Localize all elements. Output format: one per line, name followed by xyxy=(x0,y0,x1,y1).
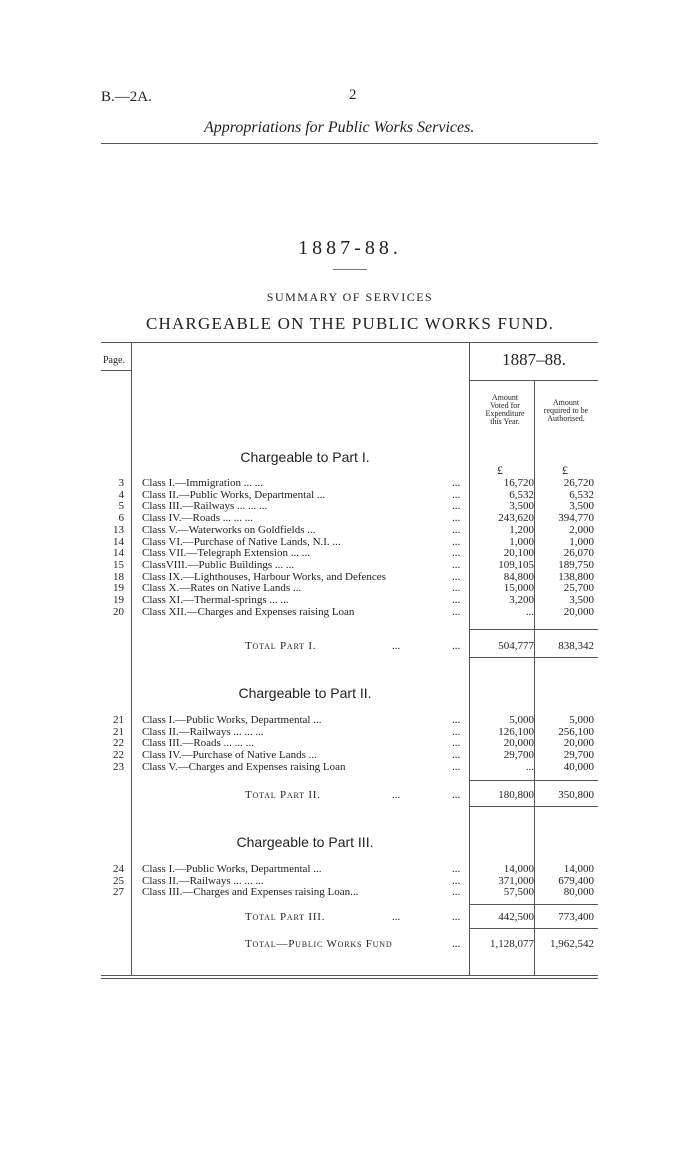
row-page: 20 xyxy=(113,605,124,618)
leader-dots: ... xyxy=(452,535,461,548)
row-amount-authorised: 25,700 xyxy=(563,582,594,595)
row-amount-authorised: 5,000 xyxy=(569,714,594,726)
row-description: Class I.—Immigration ... ... xyxy=(142,477,263,489)
amount-authorised-header-line: Amount xyxy=(552,398,580,407)
amount-column-rule-left xyxy=(469,342,470,975)
row-description: Class V.—Waterworks on Goldfields ... xyxy=(142,523,316,536)
row-description: Class IV.—Roads ... ... ... xyxy=(142,512,254,525)
table-top-rule xyxy=(101,342,598,343)
part-heading: Chargeable to Part I. xyxy=(240,449,370,465)
row-amount-voted: 20,100 xyxy=(503,547,534,560)
row-amount-voted: 5,000 xyxy=(509,714,534,726)
row-page: 25 xyxy=(113,874,124,887)
amount-voted-header-line: this Year. xyxy=(490,417,520,426)
row-page: 14 xyxy=(113,535,124,548)
row-description: Class XI.—Thermal-springs ... ... xyxy=(142,594,289,606)
grand-total-label: Total—Public Works Fund xyxy=(245,938,393,950)
leader-dots: ... xyxy=(392,911,401,923)
row-amount-voted: 14,000 xyxy=(503,863,534,875)
header-rule xyxy=(101,143,598,144)
row-amount-authorised: 256,100 xyxy=(558,725,594,738)
amount-column-rule-mid xyxy=(534,381,535,975)
row-page: 27 xyxy=(113,886,124,899)
row-description: Class II.—Railways ... ... ... xyxy=(142,874,264,887)
leader-dots: ... xyxy=(452,714,461,726)
row-amount-authorised: 1,000 xyxy=(569,535,594,548)
row-description: Class III.—Roads ... ... ... xyxy=(142,737,254,750)
row-amount-authorised: 2,000 xyxy=(569,523,594,536)
row-amount-authorised: 20,000 xyxy=(563,737,594,750)
row-description: Class II.—Public Works, Departmental ... xyxy=(142,488,326,501)
row-page: 21 xyxy=(113,714,124,726)
row-amount-voted: 6,532 xyxy=(509,488,534,501)
total-authorised: 838,342 xyxy=(558,640,594,652)
amount-voted-header-line: Amount xyxy=(491,393,519,402)
leader-dots: ... xyxy=(452,605,461,618)
row-description: Class III.—Railways ... ... ... xyxy=(142,500,268,513)
total-rule xyxy=(469,928,598,929)
total-rule xyxy=(469,657,598,658)
row-amount-voted: 1,200 xyxy=(509,523,534,536)
row-page: 13 xyxy=(113,523,124,536)
row-amount-voted: 3,500 xyxy=(509,500,534,513)
row-amount-authorised: 3,500 xyxy=(569,594,594,606)
part-heading: Chargeable to Part II. xyxy=(238,685,372,701)
row-page: 15 xyxy=(113,558,124,571)
row-page: 3 xyxy=(118,477,124,489)
row-amount-voted: 243,620 xyxy=(498,512,534,525)
subtotal-rule xyxy=(469,780,598,781)
row-page: 4 xyxy=(118,488,124,501)
part-heading: Chargeable to Part III. xyxy=(236,834,374,850)
row-page: 21 xyxy=(113,725,124,738)
leader-dots: ... xyxy=(452,874,461,887)
row-description: Class II.—Railways ... ... ... xyxy=(142,725,264,738)
total-voted: 180,800 xyxy=(498,789,534,801)
amount-authorised-header-line: Authorised. xyxy=(547,414,585,423)
row-page: 6 xyxy=(118,512,124,525)
row-description: Class IV.—Purchase of Native Lands ... xyxy=(142,749,317,762)
summary-heading: SUMMARY OF SERVICES xyxy=(266,290,434,304)
leader-dots: ... xyxy=(452,911,461,923)
row-description: Class X.—Rates on Native Lands ... xyxy=(142,582,302,595)
row-page: 5 xyxy=(118,500,124,513)
row-amount-voted: 126,100 xyxy=(498,725,534,738)
row-amount-voted: ... xyxy=(525,605,534,618)
row-amount-authorised: 679,400 xyxy=(558,874,594,887)
row-amount-authorised: 40,000 xyxy=(563,760,594,773)
year-column-header: 1887–88. xyxy=(502,350,566,369)
row-description: Class I.—Public Works, Departmental ... xyxy=(142,863,322,875)
leader-dots: ... xyxy=(452,886,461,899)
row-amount-authorised: 189,750 xyxy=(558,558,594,571)
leader-dots: ... xyxy=(452,725,461,738)
grand-total-authorised: 1,962,542 xyxy=(550,938,594,950)
leader-dots: ... xyxy=(392,789,401,801)
leader-dots: ... xyxy=(392,640,401,652)
leader-dots: ... xyxy=(452,737,461,750)
row-description: Class IX.—Lighthouses, Harbour Works, and Defences xyxy=(142,570,386,583)
row-amount-authorised: 138,800 xyxy=(558,570,594,583)
row-description: Class V.—Charges and Expenses raising Loan xyxy=(142,760,346,773)
subtotal-rule xyxy=(469,629,598,630)
row-amount-authorised: 20,000 xyxy=(563,605,594,618)
amount-voted-header xyxy=(474,394,536,426)
row-amount-voted: 371,000 xyxy=(498,874,534,887)
row-page: 22 xyxy=(113,749,124,762)
total-authorised: 350,800 xyxy=(558,789,594,801)
row-amount-authorised: 14,000 xyxy=(563,863,594,875)
row-amount-authorised: 80,000 xyxy=(563,886,594,899)
row-page: 19 xyxy=(113,594,124,606)
row-description: Class VI.—Purchase of Native Lands, N.I. ... xyxy=(142,535,341,548)
amount-authorised-header xyxy=(533,399,599,423)
running-title: Appropriations for Public Works Services. xyxy=(204,119,475,136)
row-page: 19 xyxy=(113,582,124,595)
table-bottom-rule xyxy=(101,975,598,976)
currency-symbol-voted: £ xyxy=(497,463,503,477)
row-description: Class I.—Public Works, Departmental ... xyxy=(142,714,322,726)
document-reference: B.—2A. xyxy=(101,89,152,105)
currency-symbol-authorised: £ xyxy=(562,463,568,477)
leader-dots: ... xyxy=(452,523,461,536)
amount-voted-header-line: Expenditure xyxy=(485,409,525,418)
grand-total-voted: 1,128,077 xyxy=(490,938,534,950)
subtotal-rule xyxy=(469,904,598,905)
leader-dots: ... xyxy=(452,582,461,595)
leader-dots: ... xyxy=(452,488,461,501)
total-label: Total Part I. xyxy=(245,640,317,652)
leader-dots: ... xyxy=(452,760,461,773)
year-heading: 1887-88. xyxy=(298,237,402,259)
leader-dots: ... xyxy=(452,477,461,489)
row-amount-voted: 57,500 xyxy=(503,886,534,899)
total-voted: 442,500 xyxy=(498,911,534,923)
page-header-rule xyxy=(101,370,131,371)
row-amount-voted: 15,000 xyxy=(503,582,534,595)
leader-dots: ... xyxy=(452,558,461,571)
row-description: Class VII.—Telegraph Extension ... ... xyxy=(142,547,310,560)
leader-dots: ... xyxy=(452,512,461,525)
leader-dots: ... xyxy=(452,570,461,583)
total-label: Total Part II. xyxy=(245,789,321,801)
row-amount-voted: ... xyxy=(525,760,534,773)
row-page: 23 xyxy=(113,760,124,773)
leader-dots: ... xyxy=(452,749,461,762)
leader-dots: ... xyxy=(452,863,461,875)
leader-dots: ... xyxy=(452,500,461,513)
row-amount-voted: 109,105 xyxy=(498,558,534,571)
row-amount-voted: 1,000 xyxy=(509,535,534,548)
row-page: 14 xyxy=(113,547,124,560)
amount-authorised-header-line: required to be xyxy=(543,406,589,415)
leader-dots: ... xyxy=(452,547,461,560)
fund-heading: CHARGEABLE ON THE PUBLIC WORKS FUND. xyxy=(145,314,555,333)
row-amount-authorised: 394,770 xyxy=(558,512,594,525)
row-amount-voted: 3,200 xyxy=(509,594,534,606)
row-description: ClassVIII.—Public Buildings ... ... xyxy=(142,558,295,571)
page-column-header: Page. xyxy=(103,355,125,366)
row-description: Class III.—Charges and Expenses raising Loan... xyxy=(142,886,359,899)
leader-dots: ... xyxy=(452,594,461,606)
amount-voted-header-line: Voted for xyxy=(490,401,520,410)
leader-dots: ... xyxy=(452,938,461,950)
row-amount-voted: 84,800 xyxy=(503,570,534,583)
row-page: 24 xyxy=(113,863,124,875)
total-label: Total Part III. xyxy=(245,911,326,923)
row-amount-voted: 29,700 xyxy=(503,749,534,762)
row-amount-authorised: 26,720 xyxy=(563,477,594,489)
total-rule xyxy=(469,806,598,807)
row-amount-authorised: 26,070 xyxy=(563,547,594,560)
total-voted: 504,777 xyxy=(498,640,534,652)
table-bottom-rule-2 xyxy=(101,978,598,979)
leader-dots: ... xyxy=(452,789,461,801)
total-authorised: 773,400 xyxy=(558,911,594,923)
leader-dots: ... xyxy=(452,640,461,652)
row-page: 22 xyxy=(113,737,124,750)
row-page: 18 xyxy=(113,570,124,583)
row-amount-voted: 20,000 xyxy=(503,737,534,750)
year-header-rule xyxy=(469,380,598,381)
page-column-rule xyxy=(131,342,132,975)
row-amount-authorised: 3,500 xyxy=(569,500,594,513)
page-number: 2 xyxy=(349,87,357,103)
row-amount-authorised: 29,700 xyxy=(563,749,594,762)
title-short-rule xyxy=(333,269,367,270)
row-amount-voted: 16,720 xyxy=(503,477,534,489)
row-description: Class XII.—Charges and Expenses raising Loan xyxy=(142,605,355,618)
row-amount-authorised: 6,532 xyxy=(569,488,594,501)
